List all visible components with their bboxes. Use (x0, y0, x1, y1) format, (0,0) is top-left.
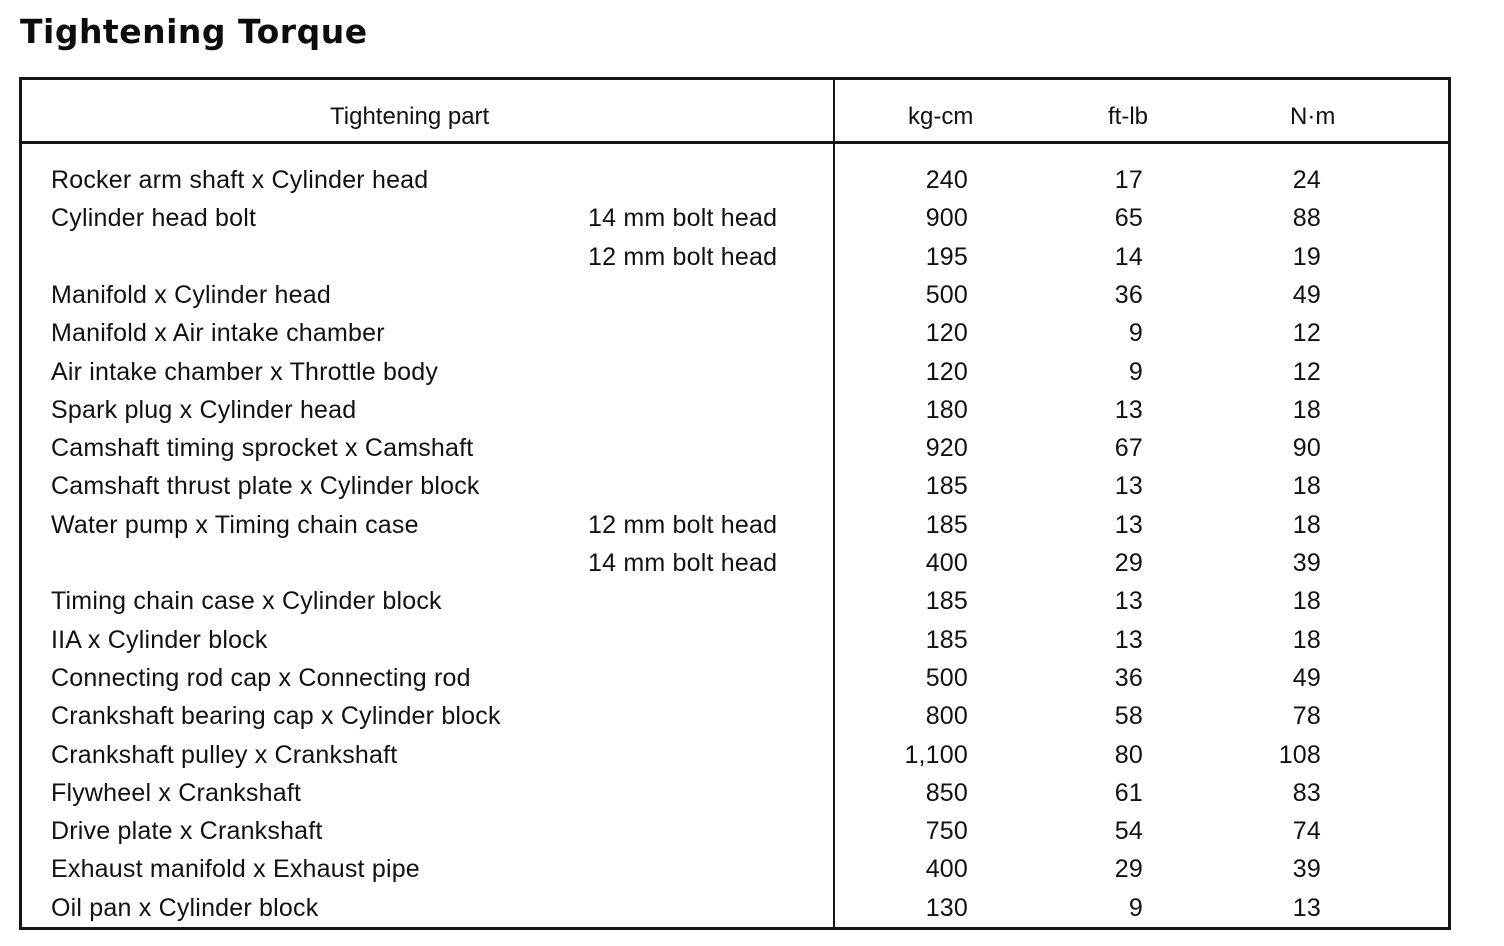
part-cell: Flywheel x Crankshaft (51, 778, 302, 807)
part-cell: Spark plug x Cylinder head (51, 395, 357, 424)
header-kg-cm: kg-cm (908, 103, 974, 130)
n-m-cell: 19 (1292, 242, 1321, 271)
n-m-cell: 18 (1292, 587, 1321, 616)
n-m-cell: 24 (1292, 166, 1321, 194)
ft-lb-cell: 13 (1114, 472, 1143, 501)
kg-cm-cell: 400 (925, 855, 968, 884)
table-row (22, 624, 1448, 662)
ft-lb-cell: 29 (1114, 855, 1143, 884)
table-row (22, 700, 1448, 738)
kg-cm-cell: 185 (925, 510, 968, 539)
part-cell: Connecting rod cap x Connecting rod (51, 663, 471, 692)
n-m-cell: 18 (1292, 510, 1321, 539)
n-m-cell: 49 (1292, 280, 1321, 309)
kg-cm-cell: 185 (925, 587, 968, 616)
part-cell: Cylinder head bolt (51, 204, 257, 233)
part-cell: Timing chain case x Cylinder block (51, 587, 442, 616)
kg-cm-cell: 400 (925, 549, 968, 577)
part-cell: Manifold x Cylinder head (51, 280, 331, 309)
bolt-size-cell: 14 mm bolt head (588, 204, 778, 233)
table-row (22, 892, 1448, 930)
ft-lb-cell: 58 (1114, 702, 1143, 731)
n-m-cell: 12 (1292, 357, 1321, 386)
ft-lb-cell: 36 (1114, 280, 1143, 309)
kg-cm-cell: 850 (925, 778, 968, 807)
n-m-cell: 74 (1292, 817, 1321, 846)
kg-cm-cell: 195 (925, 242, 968, 271)
header-tightening-part: Tightening part (330, 103, 490, 130)
part-cell: Camshaft thrust plate x Cylinder block (51, 472, 480, 501)
table-row (22, 853, 1448, 891)
kg-cm-cell: 500 (925, 663, 968, 692)
kg-cm-cell: 1,100 (904, 740, 968, 769)
table-body (22, 80, 1448, 927)
n-m-cell: 108 (1278, 740, 1321, 769)
ft-lb-cell: 9 (1128, 319, 1143, 348)
header-n-m: N·m (1290, 103, 1336, 130)
kg-cm-cell: 240 (925, 166, 968, 194)
kg-cm-cell: 185 (925, 472, 968, 501)
table-row (22, 432, 1448, 470)
torque-table (19, 77, 1451, 930)
ft-lb-cell: 13 (1114, 625, 1143, 654)
page-title: Tightening Torque (20, 12, 368, 51)
kg-cm-cell: 120 (925, 357, 968, 386)
kg-cm-cell: 180 (925, 395, 968, 424)
ft-lb-cell: 9 (1128, 893, 1143, 922)
bolt-size-cell: 14 mm bolt head (588, 549, 778, 577)
n-m-cell: 49 (1292, 663, 1321, 692)
part-cell: Camshaft timing sprocket x Camshaft (51, 434, 474, 463)
bolt-size-cell: 12 mm bolt head (588, 510, 778, 539)
table-row (22, 739, 1448, 777)
n-m-cell: 88 (1292, 204, 1321, 233)
kg-cm-cell: 130 (925, 893, 968, 922)
ft-lb-cell: 17 (1114, 166, 1143, 194)
kg-cm-cell: 750 (925, 817, 968, 846)
ft-lb-cell: 14 (1114, 242, 1143, 271)
part-cell: Crankshaft pulley x Crankshaft (51, 740, 398, 769)
kg-cm-cell: 120 (925, 319, 968, 348)
table-row (22, 241, 1448, 279)
header-ft-lb: ft-lb (1108, 103, 1149, 130)
n-m-cell: 12 (1292, 319, 1321, 348)
bolt-size-cell: 12 mm bolt head (588, 242, 778, 271)
part-cell: Rocker arm shaft x Cylinder head (51, 166, 429, 194)
part-cell: Oil pan x Cylinder block (51, 893, 319, 922)
part-cell: Drive plate x Crankshaft (51, 817, 323, 846)
table-row (22, 279, 1448, 317)
ft-lb-cell: 36 (1114, 663, 1143, 692)
part-cell: Water pump x Timing chain case (51, 510, 419, 539)
ft-lb-cell: 54 (1114, 817, 1143, 846)
kg-cm-cell: 900 (925, 204, 968, 233)
table-row (22, 317, 1448, 355)
table-row (22, 777, 1448, 815)
n-m-cell: 18 (1292, 625, 1321, 654)
n-m-cell: 18 (1292, 395, 1321, 424)
ft-lb-cell: 13 (1114, 587, 1143, 616)
n-m-cell: 18 (1292, 472, 1321, 501)
kg-cm-cell: 920 (925, 434, 968, 463)
n-m-cell: 39 (1292, 549, 1321, 577)
n-m-cell: 78 (1292, 702, 1321, 731)
n-m-cell: 39 (1292, 855, 1321, 884)
ft-lb-cell: 9 (1128, 357, 1143, 386)
ft-lb-cell: 65 (1114, 204, 1143, 233)
ft-lb-cell: 13 (1114, 510, 1143, 539)
n-m-cell: 13 (1292, 893, 1321, 922)
table-row (22, 662, 1448, 700)
part-cell: IIA x Cylinder block (51, 625, 268, 654)
ft-lb-cell: 13 (1114, 395, 1143, 424)
part-cell: Crankshaft bearing cap x Cylinder block (51, 702, 501, 731)
part-cell: Air intake chamber x Throttle body (51, 357, 439, 386)
table-row (22, 585, 1448, 623)
kg-cm-cell: 800 (925, 702, 968, 731)
table-row (22, 470, 1448, 508)
ft-lb-cell: 67 (1114, 434, 1143, 463)
table-row (22, 815, 1448, 853)
table-row (22, 202, 1448, 240)
table-row (22, 509, 1448, 547)
ft-lb-cell: 61 (1114, 778, 1143, 807)
ft-lb-cell: 29 (1114, 549, 1143, 577)
table-row (22, 547, 1448, 585)
kg-cm-cell: 185 (925, 625, 968, 654)
n-m-cell: 90 (1292, 434, 1321, 463)
n-m-cell: 83 (1292, 778, 1321, 807)
table-row (22, 394, 1448, 432)
table-row (22, 356, 1448, 394)
table-row (22, 164, 1448, 202)
part-cell: Manifold x Air intake chamber (51, 319, 385, 348)
ft-lb-cell: 80 (1114, 740, 1143, 769)
kg-cm-cell: 500 (925, 280, 968, 309)
part-cell: Exhaust manifold x Exhaust pipe (51, 855, 420, 884)
